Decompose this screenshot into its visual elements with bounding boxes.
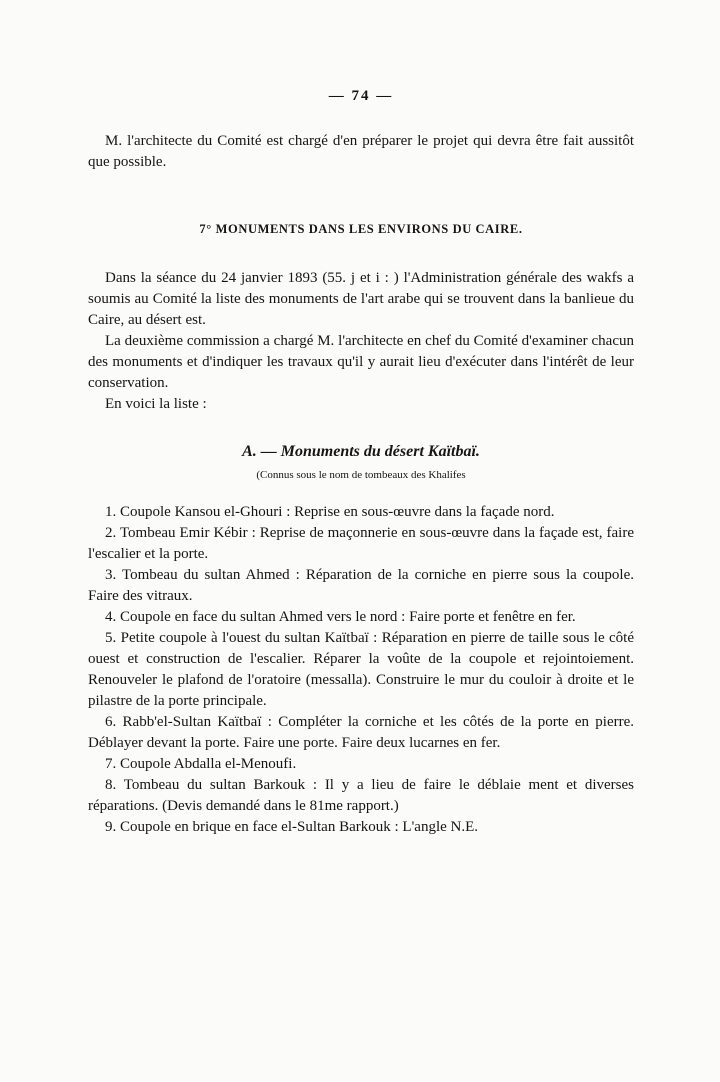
list-item: 9. Coupole en brique en face el-Sultan Barkouk : L'angle N.E. (105, 819, 479, 835)
intro-paragraph: M. l'architecte du Comité est chargé d'en préparer le projet qui devra être fait aussitôt que possible. (88, 133, 634, 170)
list-item: 3. Tombeau du sultan Ahmed : Réparation de la corniche en pierre sous la coupole. Faire des vitraux. (88, 567, 634, 604)
body-paragraph: En voici la liste : (105, 396, 207, 412)
list-item: 6. Rabb'el-Sultan Kaïtbaï : Compléter la corniche et les côtés de la porte en pierre. Déblayer devant la porte. Faire une porte. Faire deux lucarnes en fer. (88, 714, 634, 751)
subsection-header (88, 441, 634, 486)
monuments-list (88, 502, 634, 838)
body-paragraph: Dans la séance du 24 janvier 1893 (55. j et i : ) l'Administration générale des wakfs a soumis au Comité la liste des monuments de l'art arabe qui se trouvent dans la banlieue du Caire, au désert est. (88, 270, 634, 328)
list-item: 7. Coupole Abdalla el-Menoufi. (105, 756, 297, 772)
list-item: 5. Petite coupole à l'ouest du sultan Kaïtbaï : Réparation en pierre de taille sous le côté ouest et construction de l'escalier. Réparer la voûte de la coupole et rejointoiement. Renouveler le plafond de l'oratoire (messalla). Construire le mur du couloir à droite et le pilastre de la porte principale. (88, 630, 634, 709)
document-page (88, 86, 634, 838)
subsection-subtitle: (Connus sous le nom de tombeaux des Khalifes (256, 469, 466, 481)
list-item: 8. Tombeau du sultan Barkouk : Il y a lieu de faire le déblaie ment et diverses réparations. (Devis demandé dans le 81me rapport.) (88, 777, 634, 814)
list-item: 1. Coupole Kansou el-Ghouri : Reprise en sous-œuvre dans la façade nord. (105, 504, 555, 520)
list-item: 2. Tombeau Emir Kébir : Reprise de maçonnerie en sous-œuvre dans la façade est, faire l'escalier et la porte. (88, 525, 634, 562)
subsection-title: A. — Monuments du désert Kaïtbaï. (242, 443, 480, 460)
list-item: 4. Coupole en face du sultan Ahmed vers le nord : Faire porte et fenêtre en fer. (105, 609, 576, 625)
section-heading: 7° MONUMENTS DANS LES ENVIRONS DU CAIRE. (199, 222, 523, 236)
body-paragraph: La deuxième commission a chargé M. l'architecte en chef du Comité d'examiner chacun des monuments et d'indiquer les travaux qu'il y aurait lieu d'exécuter dans l'intérêt de leur conservation. (88, 333, 634, 391)
page-number: — 74 — (328, 88, 394, 104)
